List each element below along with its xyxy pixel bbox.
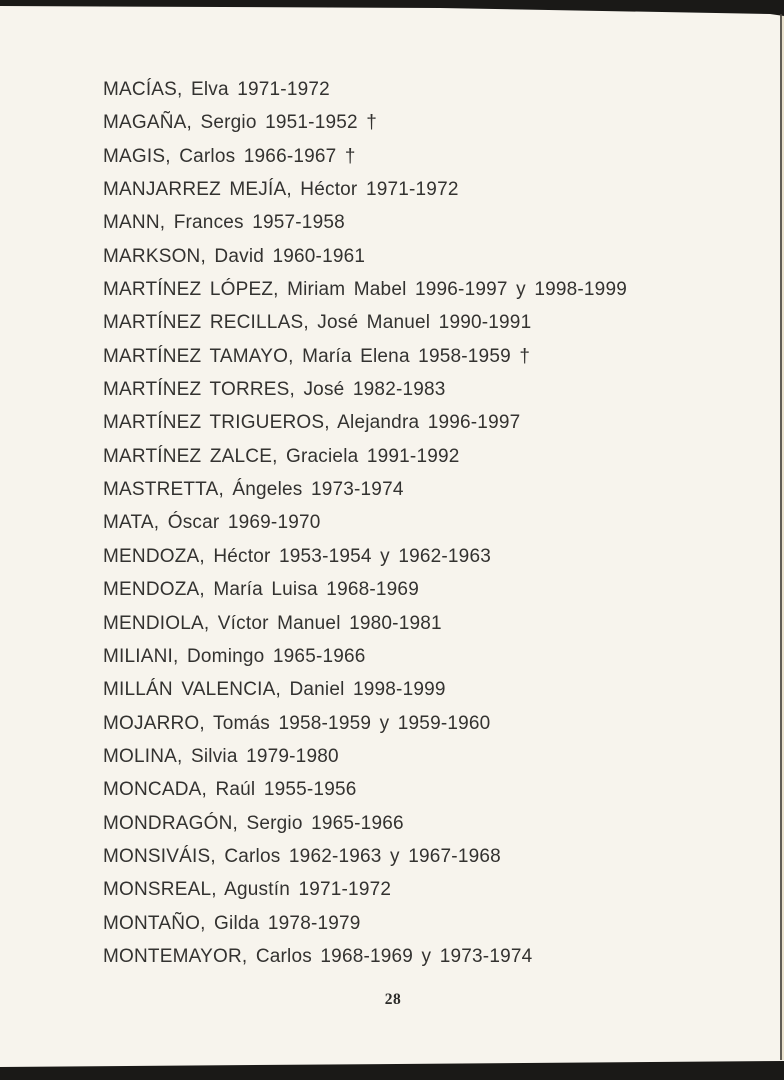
list-item: MATA, Óscar 1969-1970	[103, 512, 321, 534]
fellows-list	[103, 73, 627, 973]
list-item: MOLINA, Silvia 1979-1980	[103, 745, 339, 767]
list-item: MONTEMAYOR, Carlos 1968-1969 y 1973-1974	[103, 945, 533, 967]
list-item: MENDOZA, Héctor 1953-1954 y 1962-1963	[103, 545, 491, 567]
list-item: MAGAÑA, Sergio 1951-1952 †	[103, 112, 378, 134]
list-item: MARTÍNEZ TAMAYO, María Elena 1958-1959 †	[103, 345, 531, 367]
list-item: MANJARREZ MEJÍA, Héctor 1971-1972	[103, 179, 459, 201]
list-item: MENDIOLA, Víctor Manuel 1980-1981	[103, 612, 442, 634]
list-item: MONDRAGÓN, Sergio 1965-1966	[103, 812, 404, 834]
scan-edge-right	[780, 14, 782, 1060]
list-item: MONCADA, Raúl 1955-1956	[103, 779, 357, 801]
list-item: MARTÍNEZ LÓPEZ, Miriam Mabel 1996-1997 y 1998-1999	[103, 279, 627, 301]
list-item: MONTAÑO, Gilda 1978-1979	[103, 912, 361, 934]
list-item: MARTÍNEZ RECILLAS, José Manuel 1990-1991	[103, 312, 532, 334]
list-item: MASTRETTA, Ángeles 1973-1974	[103, 479, 404, 501]
list-item: MARTÍNEZ TORRES, José 1982-1983	[103, 379, 446, 401]
list-item: MANN, Frances 1957-1958	[103, 212, 345, 234]
scan-edge-top	[0, 0, 784, 18]
page-number: 28	[384, 991, 402, 1008]
list-item: MAGIS, Carlos 1966-1967 †	[103, 145, 356, 167]
list-item: MONSIVÁIS, Carlos 1962-1963 y 1967-1968	[103, 845, 501, 867]
list-item: MILLÁN VALENCIA, Daniel 1998-1999	[103, 679, 446, 701]
list-item: MARKSON, David 1960-1961	[103, 245, 366, 267]
list-item: MOJARRO, Tomás 1958-1959 y 1959-1960	[103, 712, 491, 734]
list-item: MARTÍNEZ ZALCE, Graciela 1991-1992	[103, 445, 460, 467]
scan-edge-bottom	[0, 1056, 784, 1080]
list-item: MILIANI, Domingo 1965-1966	[103, 645, 366, 667]
list-item: MACÍAS, Elva 1971-1972	[103, 79, 330, 100]
list-item: MENDOZA, María Luisa 1968-1969	[103, 579, 419, 601]
list-item: MARTÍNEZ TRIGUEROS, Alejandra 1996-1997	[103, 412, 521, 434]
list-item: MONSREAL, Agustín 1971-1972	[103, 879, 392, 901]
